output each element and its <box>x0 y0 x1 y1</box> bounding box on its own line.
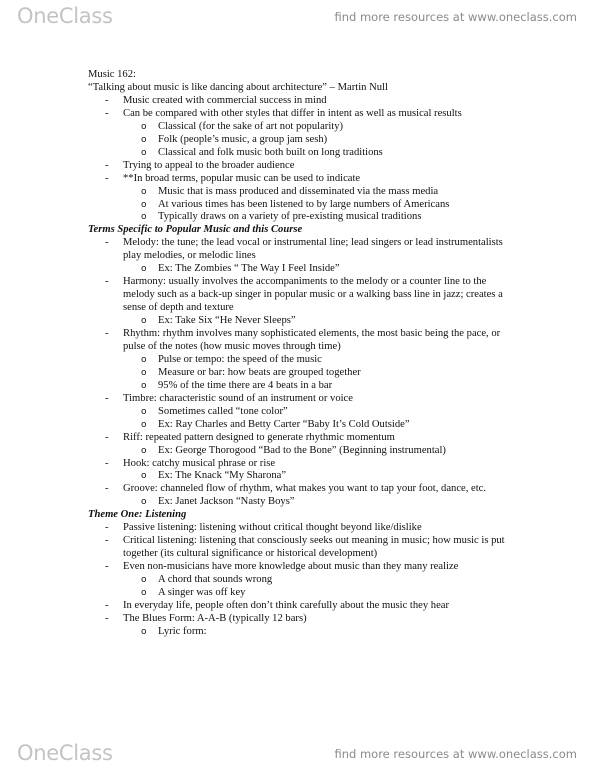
line-text: Classical (for the sake of art not popularity) <box>158 120 344 132</box>
line-text: Groove: channeled flow of rhythm, what makes you want to tap your foot, dance, etc. <box>123 483 487 495</box>
line-text: Folk (people’s music, a group jam sesh) <box>158 133 328 145</box>
bullet-o-marker <box>141 379 147 393</box>
line-text: Rhythm: rhythm involves many sophisticated elements, the most basic being the pace, or <box>123 328 501 339</box>
oneclass-logo-top[interactable] <box>17 4 113 28</box>
line-text: 95% of the time there are 4 beats in a bar <box>158 379 333 391</box>
logo-text: OneClass <box>17 741 113 765</box>
line-text: A chord that sounds wrong <box>158 574 273 586</box>
oneclass-logo-bottom[interactable] <box>17 741 113 765</box>
line-text: Typically draws on a variety of pre-existing musical traditions <box>158 211 422 223</box>
dash-marker <box>105 327 109 340</box>
line-text: Melody: the tune; the lead vocal or instrumental line; lead singers or lead instrumentalists <box>123 237 503 249</box>
bullet-o-marker <box>141 120 147 134</box>
logo-text: OneClass <box>17 4 113 28</box>
dash-marker <box>105 107 109 120</box>
line-text: Ex: The Knack “My Sharona” <box>158 470 287 482</box>
footer-tagline[interactable]: find more resources at www.oneclass.com <box>334 747 577 761</box>
bullet-o-marker <box>141 418 147 432</box>
dash-marker <box>105 482 109 495</box>
line-text: melody such as a back-up singer in popular music or a walking bass line in jazz; creates a <box>123 289 503 301</box>
bullet-o-marker <box>141 210 147 224</box>
bullet-o-marker <box>141 405 147 419</box>
line-text: Ex: Take Six “He Never Sleeps” <box>158 315 296 327</box>
line-text: Music 162: <box>88 69 136 80</box>
bullet-o-marker <box>141 353 147 367</box>
line-text: Hook: catchy musical phrase or rise <box>123 457 276 469</box>
line-text: In everyday life, people often don’t think carefully about the music they hear <box>123 599 450 611</box>
line-text: Measure or bar: how beats are grouped together <box>158 366 361 378</box>
line-text: Can be compared with other styles that differ in intent as well as musical results <box>123 107 462 119</box>
bullet-o-marker <box>141 469 147 483</box>
dash-marker <box>105 392 109 405</box>
bullet-o-marker <box>141 314 147 328</box>
line-text: Music created with commercial success in mind <box>123 94 327 106</box>
bullet-o-marker <box>141 366 147 380</box>
line-text: Trying to appeal to the broader audience <box>123 159 295 171</box>
line-text: Pulse or tempo: the speed of the music <box>158 353 322 365</box>
dash-marker <box>105 457 109 470</box>
dash-marker <box>105 534 109 547</box>
bullet-o-marker <box>141 185 147 199</box>
line-text: Music that is mass produced and disseminated via the mass media <box>158 185 439 197</box>
line-text: Ex: Ray Charles and Betty Carter “Baby It’s Cold Outside” <box>158 418 410 430</box>
bullet-o-marker <box>141 133 147 147</box>
line-text: **In broad terms, popular music can be used to indicate <box>123 172 361 184</box>
line-text: Riff: repeated pattern designed to generate rhythmic momentum <box>123 431 395 443</box>
line-text: At various times has been listened to by large numbers of Americans <box>158 198 450 210</box>
bullet-o-marker <box>141 586 147 600</box>
line-text: The Blues Form: A-A-B (typically 12 bars) <box>123 612 307 624</box>
dash-marker <box>105 521 109 534</box>
bullet-o-marker <box>141 198 147 212</box>
line-text: together (its cultural significance or historical development) <box>123 548 378 560</box>
line-text: pulse of the notes (how music moves through time) <box>123 340 341 352</box>
line-text: Ex: The Zombies “ The Way I Feel Inside” <box>158 263 340 275</box>
dash-marker <box>105 159 109 172</box>
bullet-o-marker <box>141 262 147 276</box>
line-text: Critical listening: listening that consciously seeks out meaning in music; how music is put <box>123 535 505 547</box>
dash-marker <box>105 236 109 249</box>
header-tagline[interactable]: find more resources at www.oneclass.com <box>334 10 577 24</box>
dash-marker <box>105 431 109 444</box>
line-text: Passive listening: listening without critical thought beyond like/dislike <box>123 522 422 534</box>
bullet-o-marker <box>141 444 147 458</box>
line-text: Sometimes called “tone color” <box>158 405 288 417</box>
line-text: play melodies, or melodic lines <box>123 250 256 262</box>
line-text: Ex: Janet Jackson “Nasty Boys” <box>158 496 295 508</box>
line-text: Even non-musicians have more knowledge about music than they many realize <box>123 561 459 573</box>
line-text: Timbre: characteristic sound of an instrument or voice <box>123 392 353 404</box>
line-text: sense of depth and texture <box>123 302 234 314</box>
dash-marker <box>105 612 109 625</box>
line-text: A singer was off key <box>158 587 246 598</box>
line-text: “Talking about music is like dancing about architecture” – Martin Null <box>88 81 388 93</box>
line-text: Ex: George Thorogood “Bad to the Bone” (Beginning instrumental) <box>158 444 446 456</box>
dash-marker <box>105 94 109 107</box>
line-text: Harmony: usually involves the accompaniments to the melody or a counter line to the <box>123 276 487 288</box>
dash-marker <box>105 560 109 573</box>
bullet-o-marker <box>141 625 147 639</box>
line-text: Lyric form: <box>158 625 207 637</box>
bullet-o-marker <box>141 573 147 587</box>
dash-marker <box>105 172 109 185</box>
bullet-o-marker <box>141 495 147 509</box>
line-text: Terms Specific to Popular Music and this Course <box>88 224 303 236</box>
line-text: Theme One: Listening <box>88 509 187 521</box>
line-text: Classical and folk music both built on long traditions <box>158 146 383 158</box>
dash-marker <box>105 275 109 288</box>
dash-marker <box>105 599 109 612</box>
bullet-o-marker <box>141 146 147 160</box>
